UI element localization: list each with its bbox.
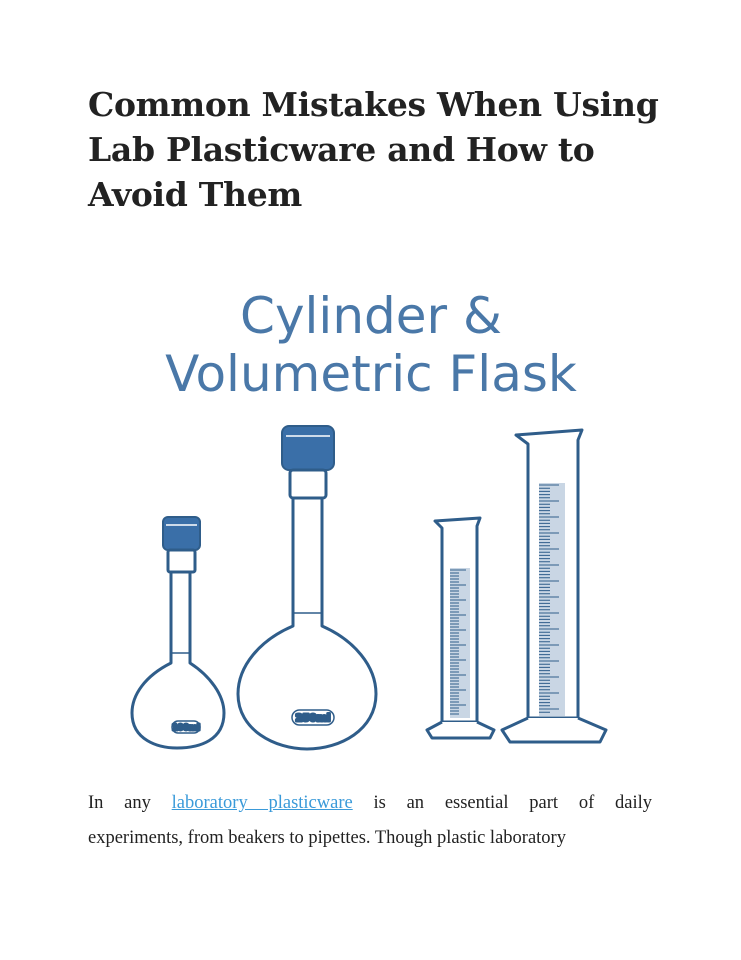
article-title: Common Mistakes When Using Lab Plasticware and How to Avoid Them [88,85,659,214]
figure-heading-line-2: Volumetric Flask [165,345,577,403]
small-flask-volume-label: 100ml [172,723,200,732]
large-graduated-cylinder [502,430,606,742]
intro-paragraph [88,786,652,856]
paragraph-line-2: experiments, from beakers to pipettes. Though plastic laboratory [88,828,566,848]
paragraph-prefix: In any [88,793,172,813]
figure-heading-line-1: Cylinder & [240,287,502,345]
large-volumetric-flask [238,426,376,749]
laboratory-plasticware-link[interactable]: laboratory plasticware [171,793,353,813]
lab-glassware-illustration [110,278,630,758]
paragraph-line-1-suffix: is an essential part of daily [352,793,652,813]
paragraph-line-1 [88,786,652,821]
small-volumetric-flask [132,517,224,748]
small-graduated-cylinder [427,518,494,738]
large-flask-volume-label: 250ml [295,713,331,724]
